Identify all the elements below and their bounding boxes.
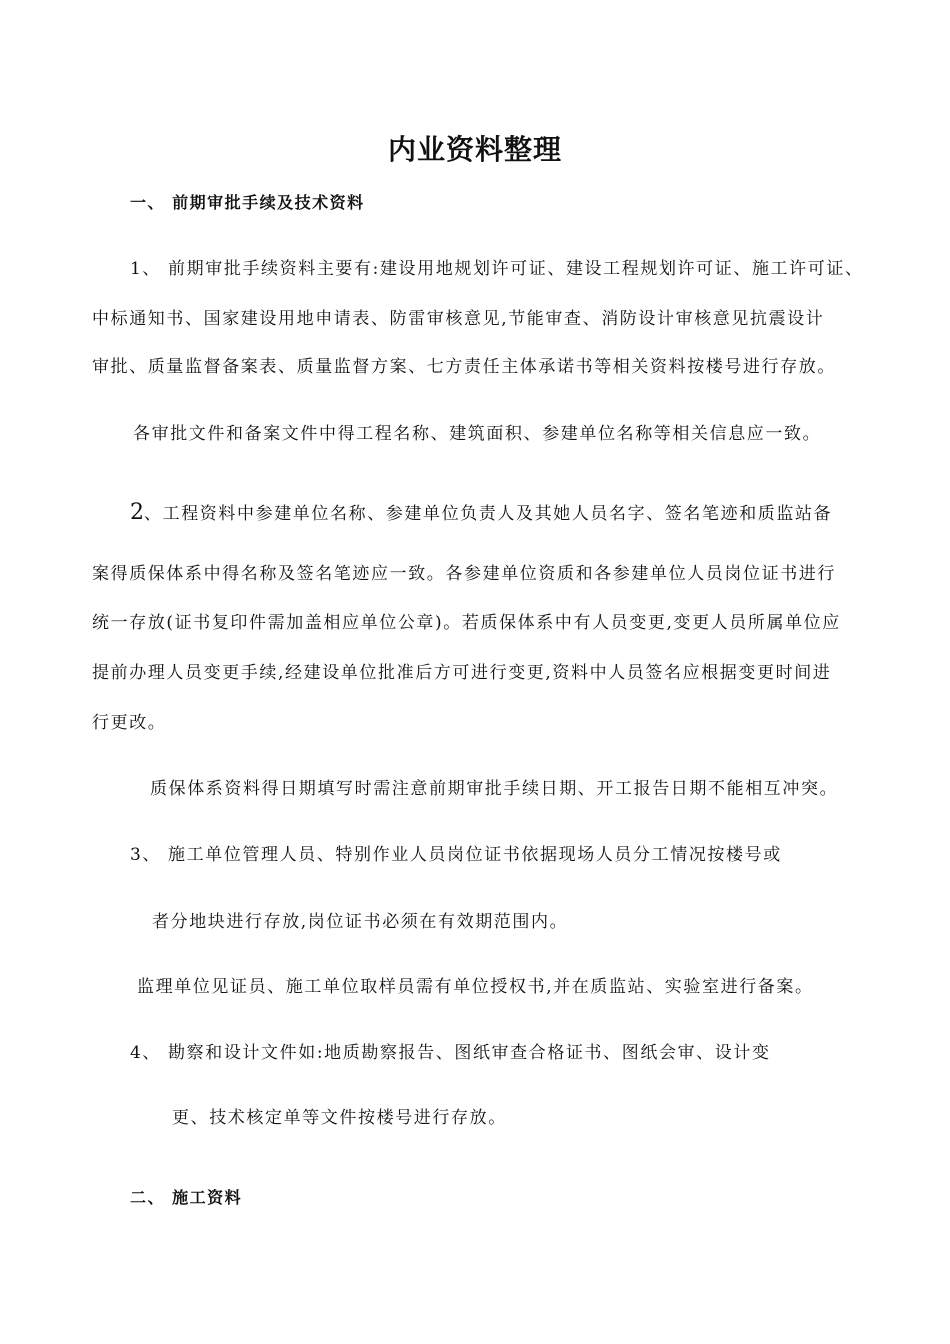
paragraph-3-line-2: 者分地块进行存放,岗位证书必须在有效期范围内。 — [152, 912, 569, 932]
paragraph-1-line-2: 中标通知书、国家建设用地申请表、防雷审核意见,节能审查、消防设计审核意见抗震设计 — [92, 309, 825, 329]
paragraph-1-line-3: 审批、质量监督备案表、质量监督方案、七方责任主体承诺书等相关资料按楼号进行存放。 — [92, 357, 836, 377]
paragraph-2-line-1-text: 、工程资料中参建单位名称、参建单位负责人及其她人员名字、签名笔迹和质监站备 — [144, 504, 833, 524]
paragraph-4-line-1: 4、 勘察和设计文件如:地质勘察报告、图纸审查合格证书、图纸会审、设计变 — [130, 1043, 771, 1063]
paragraph-1-line-1: 1、 前期审批手续资料主要有:建设用地规划许可证、建设工程规划许可证、施工许可证、 — [130, 259, 864, 279]
section-1-heading: 一、 前期审批手续及技术资料 — [130, 193, 365, 212]
paragraph-2-note: 质保体系资料得日期填写时需注意前期审批手续日期、开工报告日期不能相互冲突。 — [150, 779, 839, 799]
paragraph-3-line-1: 3、 施工单位管理人员、特别作业人员岗位证书依据现场人员分工情况按楼号或 — [130, 845, 782, 865]
paragraph-2-line-1 — [130, 501, 832, 526]
paragraph-1-note: 各审批文件和备案文件中得工程名称、建筑面积、参建单位名称等相关信息应一致。 — [133, 424, 822, 444]
paragraph-3-note: 监理单位见证员、施工单位取样员需有单位授权书,并在质监站、实验室进行备案。 — [137, 977, 814, 997]
paragraph-2-line-5: 行更改。 — [92, 713, 167, 733]
paragraph-2-line-3: 统一存放(证书复印件需加盖相应单位公章)。若质保体系中有人员变更,变更人员所属单位应 — [92, 613, 841, 633]
page-title: 内业资料整理 — [387, 133, 562, 166]
paragraph-4-line-2: 更、技术核定单等文件按楼号进行存放。 — [172, 1108, 507, 1128]
paragraph-2-number: 2 — [130, 500, 144, 525]
section-2-heading: 二、 施工资料 — [130, 1188, 243, 1207]
paragraph-2-line-4: 提前办理人员变更手续,经建设单位批准后方可进行变更,资料中人员签名应根据变更时间进 — [92, 663, 832, 683]
paragraph-2-line-2: 案得质保体系中得名称及签名笔迹应一致。各参建单位资质和各参建单位人员岗位证书进行 — [92, 564, 836, 584]
